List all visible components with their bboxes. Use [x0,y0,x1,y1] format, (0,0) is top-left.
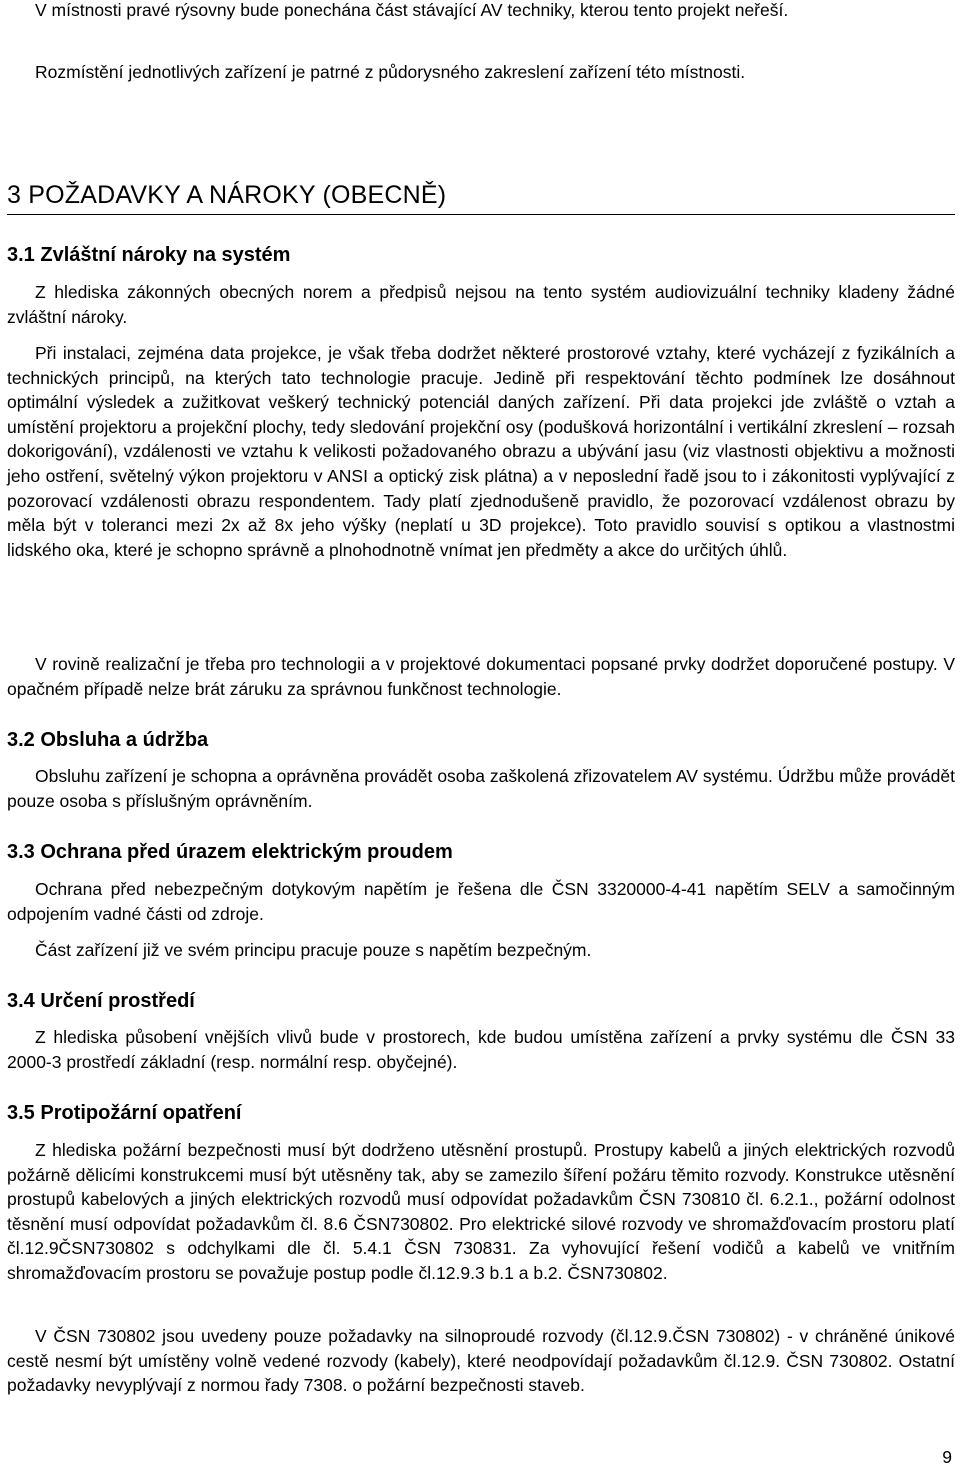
paragraph-3-2-1: Obsluhu zařízení je schopna a oprávněna provádět osoba zaškolená zřizovatelem AV systému. Údržbu může provádět pouze osoba s příslušným oprávněním. [7,766,955,811]
paragraph-3-1-3: V rovině realizační je třeba pro technologii a v projektové dokumentaci popsané prvky dodržet doporučené postupy. V opačném případě nelze brát záruku za správnou funkčnost technologie. [7,654,955,699]
paragraph-intro-2: Rozmístění jednotlivých zařízení je patrné z půdorysného zakreslení zařízení této místnosti. [35,62,746,82]
section-heading-3-3: 3.3 Ochrana před úrazem elektrickým proudem [7,841,453,863]
paragraph-3-4-1: Z hlediska působení vnějších vlivů bude v prostorech, kde budou umístěna zařízení a prvky systému dle ČSN 33 2000-3 prostředí základní (resp. normální resp. obyčejné). [7,1027,955,1072]
chapter-heading: 3 POŽADAVKY A NÁROKY (OBECNĚ) [7,180,955,215]
paragraph-3-5-1: Z hlediska požární bezpečnosti musí být dodrženo utěsnění prostupů. Prostupy kabelů a jiných elektrických rozvodů požárně dělicími konstrukcemi musí být utěsněny tak, aby se zamezilo šíření požáru těmito rozvody. Konstrukce utěsnění prostupů kabelových a jiných elektrických rozvodů musí odpovídat požadavkům ČSN 730810 čl. 6.2.1., požární odolnost těsnění musí odpovídat požadavkům čl. 8.6 ČSN730802. Pro elektrické silové rozvody ve shromažďovacím prostoru platí čl.12.9ČSN730802 s odchylkami dle čl. 5.4.1 ČSN 730831. Za vyhovující řešení vodičů a kabelů ve vnitřním shromažďovacím prostoru se považuje postup podle čl.12.9.3 b.1 a b.2. ČSN730802. [7,1140,955,1283]
section-heading-3-5: 3.5 Protipožární opatření [7,1102,242,1124]
section-heading-3-4: 3.4 Určení prostředí [7,990,195,1012]
page-number: 9 [942,1447,952,1467]
paragraph-3-1-1: Z hlediska zákonných obecných norem a předpisů nejsou na tento systém audiovizuální techniky kladeny žádné zvláštní nároky. [7,282,955,327]
paragraph-3-3-1: Ochrana před nebezpečným dotykovým napětím je řešena dle ČSN 3320000-4-41 napětím SELV a samočinným odpojením vadné části od zdroje. [7,879,955,924]
paragraph-intro-1: V místnosti pravé rýsovny bude ponechána část stávající AV techniky, kterou tento projekt neřeší. [35,0,789,20]
section-heading-3-2: 3.2 Obsluha a údržba [7,729,209,751]
paragraph-3-5-2: V ČSN 730802 jsou uvedeny pouze požadavky na silnoproudé rozvody (čl.12.9.ČSN 730802) - v chráněné únikové cestě nesmí být umístěny volně vedené rozvody (kabely), které neodpovídají požadavkům čl.12.9. ČSN 730802. Ostatní požadavky nevyplývají z normou řady 7308. o požární bezpečnosti staveb. [7,1326,955,1396]
section-heading-3-1: 3.1 Zvláštní nároky na systém [7,244,291,266]
paragraph-3-3-2: Část zařízení již ve svém principu pracuje pouze s napětím bezpečným. [35,940,592,960]
paragraph-3-1-2: Při instalaci, zejména data projekce, je však třeba dodržet některé prostorové vztahy, které vycházejí z fyzikálních a technických principů, na kterých tato technologie pracuje. Jedině při respektování těchto podmínek lze dosáhnout optimální výsledek a zužitkovat veškerý technický potenciál daných zařízení. Při data projekci jde zvláště o vztah a umístění projektoru a projekční plochy, tedy sledování projekční osy (podušková horizontální i vertikální zkreslení – rozsah dokorigování), vzdálenosti ve vztahu k velikosti požadovaného obrazu a ubývání jasu (viz vlastnosti objektivu a možnosti jeho ostření, světelný výkon projektoru v ANSI a optický zisk plátna) a v neposlední řadě jsou to i zákonitosti vyplývající z pozorovací vzdálenosti obrazu respondentem. Tady platí zjednodušeně pravidlo, že pozorovací vzdálenost obrazu by měla být v toleranci mezi 2x až 8x jeho výšky (neplatí u 3D projekce). Toto pravidlo souvisí s optikou a vlastnostmi lidského oka, které je schopno správně a plnohodnotně vnímat jen předměty a akce do určitých úhlů. [7,343,955,560]
